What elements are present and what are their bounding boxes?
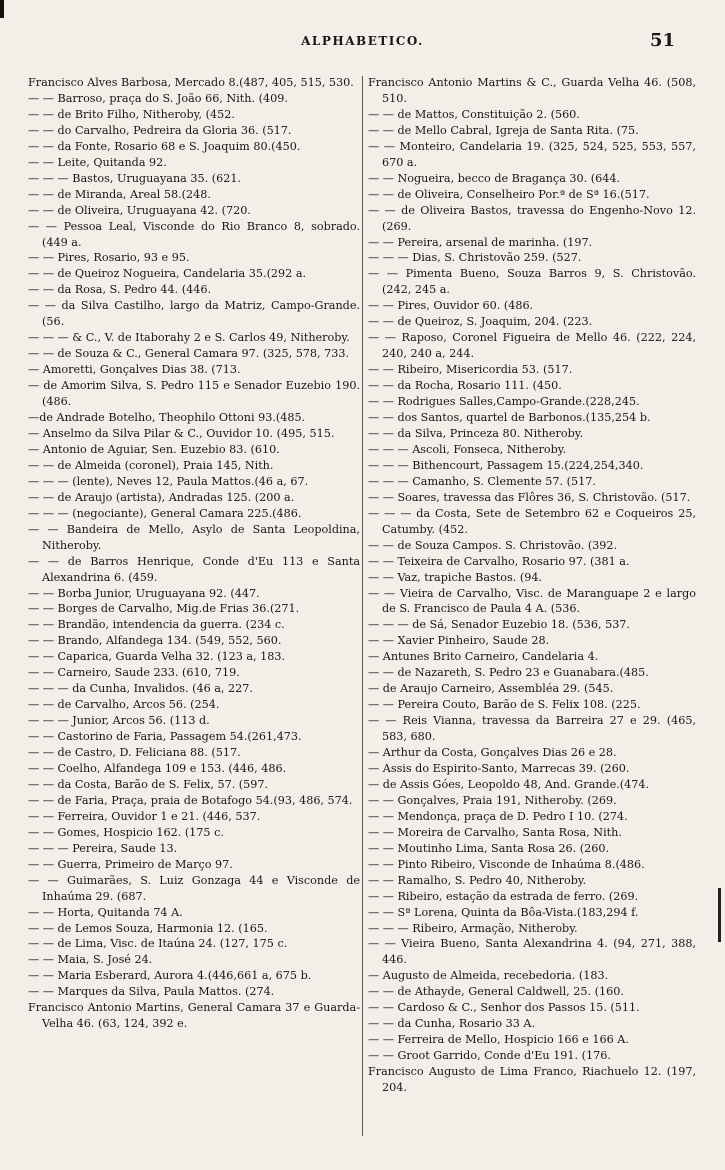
directory-entry: — Assis do Espirito-Santo, Marrecas 39. (260. <box>368 761 630 775</box>
directory-entry: — — de Lima, Visc. de Itaúna 24. (127, 175 c. <box>28 937 288 951</box>
right-column <box>368 75 696 1096</box>
directory-entry: — — Borges de Carvalho, Mig.de Frias 36.(271. <box>28 602 300 616</box>
left-column <box>28 75 360 1032</box>
directory-entry: — — de Faria, Praça, praia de Botafogo 54.(93, 486, 574. <box>28 793 353 807</box>
directory-entry: — — de Carvalho, Arcos 56. (254. <box>28 698 220 712</box>
directory-entry: — — Barroso, praça do S. João 66, Nith. (409. <box>28 91 288 105</box>
directory-entry: — — dos Santos, quartel de Barbonos.(135,254 b. <box>368 411 651 425</box>
page-number: 51 <box>649 30 675 51</box>
margin-bracket-mark <box>718 888 721 942</box>
directory-entry: — — de Castro, D. Feliciana 88. (517. <box>28 746 241 760</box>
directory-entry: — — de Oliveira, Uruguayana 42. (720. <box>28 203 251 217</box>
directory-entry: — de Assis Góes, Leopoldo 48, And. Grande.(474. <box>368 777 650 791</box>
directory-entry: — — Pinto Ribeiro, Visconde de Inhaúma 8.(486. <box>368 857 645 871</box>
directory-entry: — — da Silva, Princeza 80. Nitheroby. <box>368 426 584 440</box>
directory-entry: — — da Silva Castilho, largo da Matriz, Campo-Grande. (56. <box>28 299 360 329</box>
directory-entry: — — Horta, Quitanda 74 A. <box>28 905 183 919</box>
directory-entry: — — da Costa, Barão de S. Felix, 57. (597. <box>28 777 269 791</box>
directory-entry: — — do Carvalho, Pedreira da Gloria 36. (517. <box>28 123 292 137</box>
directory-entry: — — Ramalho, S. Pedro 40, Nitheroby. <box>368 873 587 887</box>
directory-entry: — — de Oliveira, Conselheiro Por.ª de Sª 16.(517. <box>368 187 650 201</box>
directory-entry: — — de Souza Campos. S. Christovão. (392. <box>368 538 618 552</box>
directory-entry: — — Carneiro, Saude 233. (610, 719. <box>28 666 240 680</box>
directory-entry: — — de Athayde, General Caldwell, 25. (160. <box>368 985 624 999</box>
directory-entry: — — Maia, S. José 24. <box>28 953 153 967</box>
directory-entry: — — Pereira Couto, Barão de S. Felix 108. (225. <box>368 698 641 712</box>
directory-entry: — — Caparica, Guarda Velha 32. (123 a, 183. <box>28 650 286 664</box>
directory-entry: — — de Queiroz Nogueira, Candelaria 35.(292 a. <box>28 267 307 281</box>
directory-entry: — — Moreira de Carvalho, Santa Rosa, Nith. <box>368 825 622 839</box>
directory-entry: — — Monteiro, Candelaria 19. (325, 524, 525, 553, 557, 670 a. <box>368 139 696 169</box>
directory-entry: — — da Rosa, S. Pedro 44. (446. <box>28 283 212 297</box>
directory-entry: — — de Mattos, Constituição 2. (560. <box>368 107 580 121</box>
directory-entry: Francisco Antonio Martins, General Camara 37 e Guarda-Velha 46. (63, 124, 392 e. <box>28 1001 360 1031</box>
directory-entry: — — — Bastos, Uruguayana 35. (621. <box>28 171 242 185</box>
directory-entry: Francisco Augusto de Lima Franco, Riachuelo 12. (197, 204. <box>368 1065 696 1095</box>
directory-entry: — — Vaz, trapiche Bastos. (94. <box>368 570 542 584</box>
directory-entry: — — Rodrigues Salles,Campo-Grande.(228,245. <box>368 395 640 409</box>
directory-entry: — — da Fonte, Rosario 68 e S. Joaquim 80.(450. <box>28 139 301 153</box>
directory-entry: — — Guimarães, S. Luiz Gonzaga 44 e Visconde de Inhaúma 29. (687. <box>28 873 360 903</box>
directory-entry: — — — da Costa, Sete de Setembro 62 e Coqueiros 25, Catumby. (452. <box>368 506 696 536</box>
directory-entry: — — Brandão, intendencia da guerra. (234 c. <box>28 618 285 632</box>
directory-entry: — Amoretti, Gonçalves Dias 38. (713. <box>28 363 241 377</box>
directory-entry: — — Xavier Pinheiro, Saude 28. <box>368 634 550 648</box>
directory-entry: — — de Souza & C., General Camara 97. (325, 578, 733. <box>28 347 350 361</box>
directory-entry: — Antunes Brito Carneiro, Candelaria 4. <box>368 650 599 664</box>
directory-entry: — — Vieira de Carvalho, Visc. de Maranguape 2 e largo de S. Francisco de Paula 4 A. (536. <box>368 586 696 616</box>
directory-entry: — — — (negociante), General Camara 225.(486. <box>28 506 302 520</box>
column-divider <box>362 76 363 1136</box>
directory-entry: Francisco Antonio Martins & C., Guarda Velha 46. (508, 510. <box>368 76 696 105</box>
directory-entry: — — Marques da Silva, Paula Mattos. (274. <box>28 985 275 999</box>
directory-entry: — — de Brito Filho, Nitheroby, (452. <box>28 107 235 121</box>
directory-entry: — — Castorino de Faria, Passagem 54.(261,473. <box>28 730 302 744</box>
directory-entry: — — de Lemos Souza, Harmonia 12. (165. <box>28 921 268 935</box>
directory-entry: — — Raposo, Coronel Figueira de Mello 46. (222, 224, 240, 240 a, 244. <box>368 331 696 361</box>
directory-entry: — — Reis Vianna, travessa da Barreira 27 e 29. (465, 583, 680. <box>368 714 696 744</box>
directory-entry: — — — da Cunha, Invalidos. (46 a, 227. <box>28 682 253 696</box>
directory-entry: —de Andrade Botelho, Theophilo Ottoni 93.(485. <box>28 411 306 425</box>
directory-entry: — — — Pereira, Saude 13. <box>28 841 178 855</box>
directory-entry: — — Sª Lorena, Quinta da Bôa-Vista.(183,294 f. <box>368 905 639 919</box>
directory-entry: — — — Camanho, S. Clemente 57. (517. <box>368 474 596 488</box>
directory-entry: — — de Araujo (artista), Andradas 125. (200 a. <box>28 490 295 504</box>
directory-entry: — — de Miranda, Areal 58.(248. <box>28 187 211 201</box>
directory-entry: — — Guerra, Primeiro de Março 97. <box>28 857 233 871</box>
directory-entry: — — Leite, Quitanda 92. <box>28 155 167 169</box>
directory-entry: — — Ferreira, Ouvidor 1 e 21. (446, 537. <box>28 809 261 823</box>
directory-entry: — — da Rocha, Rosario 111. (450. <box>368 379 562 393</box>
directory-entry: — — Borba Junior, Uruguayana 92. (447. <box>28 586 260 600</box>
directory-entry: — — Brando, Alfandega 134. (549, 552, 560. <box>28 634 282 648</box>
directory-entry: — — Soares, travessa das Flôres 36, S. Christovão. (517. <box>368 490 691 504</box>
directory-entry: — — de Almeida (coronel), Praia 145, Nith. <box>28 458 274 472</box>
directory-entry: — — — Dias, S. Christovão 259. (527. <box>368 251 582 265</box>
directory-entry: — Anselmo da Silva Pilar & C., Ouvidor 10. (495, 515. <box>28 426 335 440</box>
directory-entry: — — Nogueira, becco de Bragança 30. (644. <box>368 171 621 185</box>
directory-entry: — de Araujo Carneiro, Assembléa 29. (545. <box>368 682 614 696</box>
directory-entry: — — Pires, Rosario, 93 e 95. <box>28 251 190 265</box>
directory-entry: — — Teixeira de Carvalho, Rosario 97. (381 a. <box>368 554 630 568</box>
directory-entry: — — — Ribeiro, Armação, Nitheroby. <box>368 921 578 935</box>
directory-entry: — — Moutinho Lima, Santa Rosa 26. (260. <box>368 841 610 855</box>
directory-entry: — — Bandeira de Mello, Asylo de Santa Leopoldina, Nitheroby. <box>28 522 360 552</box>
directory-entry: — de Amorim Silva, S. Pedro 115 e Senador Euzebio 190. (486. <box>28 379 360 409</box>
directory-entry: — — de Oliveira Bastos, travessa do Engenho-Novo 12. (269. <box>368 203 696 233</box>
directory-entry: — — de Mello Cabral, Igreja de Santa Rita. (75. <box>368 123 639 137</box>
directory-entry: — — — (lente), Neves 12, Paula Mattos.(46 a, 67. <box>28 474 309 488</box>
directory-entry: — — Gonçalves, Praia 191, Nitheroby. (269. <box>368 793 617 807</box>
directory-entry: — — Cardoso & C., Senhor dos Passos 15. (511. <box>368 1001 640 1015</box>
directory-entry: — — de Queiroz, S. Joaquim, 204. (223. <box>368 315 593 329</box>
directory-entry: — — Gomes, Hospicio 162. (175 c. <box>28 825 224 839</box>
directory-entry: — — Pessoa Leal, Visconde do Rio Branco 8, sobrado. (449 a. <box>28 219 360 249</box>
directory-entry: — — Maria Esberard, Aurora 4.(446,661 a, 675 b. <box>28 969 312 983</box>
directory-entry: — — Ferreira de Mello, Hospicio 166 e 166 A. <box>368 1033 629 1047</box>
directory-entry: — — — & C., V. de Itaborahy 2 e S. Carlos 49, Nitheroby. <box>28 331 350 345</box>
directory-entry: — — Pereira, arsenal de marinha. (197. <box>368 235 593 249</box>
directory-entry: — — Ribeiro, Misericordia 53. (517. <box>368 363 573 377</box>
directory-entry: — — da Cunha, Rosario 33 A. <box>368 1017 536 1031</box>
directory-entry: — — — Ascoli, Fonseca, Nitheroby. <box>368 442 567 456</box>
directory-entry: — — Pires, Ouvidor 60. (486. <box>368 299 534 313</box>
page-edge-mark <box>0 0 4 18</box>
directory-entry: — — Groot Garrido, Conde d'Eu 191. (176. <box>368 1049 611 1063</box>
directory-entry: Francisco Alves Barbosa, Mercado 8.(487, 405, 515, 530. <box>28 76 354 89</box>
directory-entry: — Arthur da Costa, Gonçalves Dias 26 e 28. <box>368 746 617 760</box>
directory-entry: — — Mendonça, praça de D. Pedro I 10. (274. <box>368 809 628 823</box>
page-header-title: ALPHABETICO. <box>301 34 424 48</box>
directory-entry: — — — de Sá, Senador Euzebio 18. (536, 537. <box>368 618 630 632</box>
directory-entry: — — Vieira Bueno, Santa Alexandrina 4. (94, 271, 388, 446. <box>368 937 696 967</box>
directory-entry: — — — Junior, Arcos 56. (113 d. <box>28 714 210 728</box>
directory-entry: — — Ribeiro, estação da estrada de ferro. (269. <box>368 889 639 903</box>
directory-entry: — — de Nazareth, S. Pedro 23 e Guanabara.(485. <box>368 666 649 680</box>
directory-entry: — — Pimenta Bueno, Souza Barros 9, S. Christovão. (242, 245 a. <box>368 267 696 297</box>
directory-entry: — — Coelho, Alfandega 109 e 153. (446, 486. <box>28 761 287 775</box>
directory-entry: — Augusto de Almeida, recebedoria. (183. <box>368 969 609 983</box>
directory-entry: — — — Bithencourt, Passagem 15.(224,254,340. <box>368 458 644 472</box>
directory-entry: — — de Barros Henrique, Conde d'Eu 113 e Santa Alexandrina 6. (459. <box>28 554 360 584</box>
directory-entry: — Antonio de Aguiar, Sen. Euzebio 83. (610. <box>28 442 280 456</box>
